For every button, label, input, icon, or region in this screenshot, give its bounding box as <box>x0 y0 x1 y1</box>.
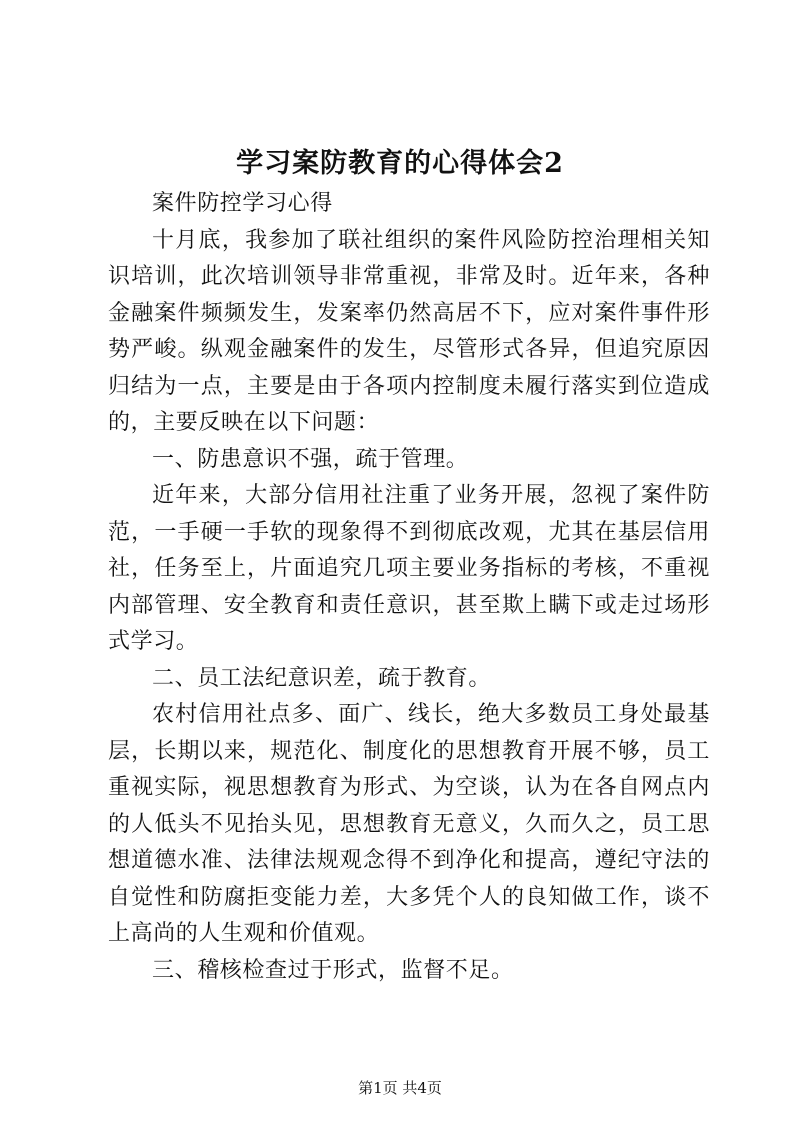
paragraph-heading-3: 三、稽核检查过于形式，监督不足。 <box>152 957 514 983</box>
document-title: 学习案防教育的心得体会2 <box>236 148 564 179</box>
paragraph-section-1: 近年来，大部分信用社注重了业务开展，忽视了案件防范，一手硬一手软的现象得不到彻底改观，尤其在基层信用社，任务至上，片面追究几项主要业务指标的考核，不重视内部管理、安全教育和责任意识，甚至欺上瞒下或走过场形式学习。 <box>108 483 710 654</box>
paragraph-intro: 十月底，我参加了联社组织的案件风险防控治理相关知识培训，此次培训领导非常重视，非常及时。近年来，各种金融案件频频发生，发案率仍然高居不下，应对案件事件形势严峻。纵观金融案件的发生，尽管形式各异，但追究原因归结为一点，主要是由于各项内控制度未履行落实到位造成的，主要反映在以下问题： <box>108 227 710 435</box>
page-footer: 第1页 共4页 <box>358 1079 442 1097</box>
paragraph-heading-1: 一、防患意识不强，疏于管理。 <box>152 446 469 472</box>
paragraph-subtitle: 案件防控学习心得 <box>152 191 333 216</box>
paragraph-heading-2: 二、员工法纪意识差，疏于教育。 <box>152 665 492 691</box>
document-body <box>108 186 710 989</box>
paragraph-section-2: 农村信用社点多、面广、线长，绝大多数员工身处最基层，长期以来，规范化、制度化的思想教育开展不够，员工重视实际，视思想教育为形式、为空谈，认为在各自网点内的人低头不见抬头见，思想教育无意义，久而久之，员工思想道德水准、法律法规观念得不到净化和提高，遵纪守法的自觉性和防腐拒变能力差，大多凭个人的良知做工作，谈不上高尚的人生观和价值观。 <box>108 702 710 946</box>
